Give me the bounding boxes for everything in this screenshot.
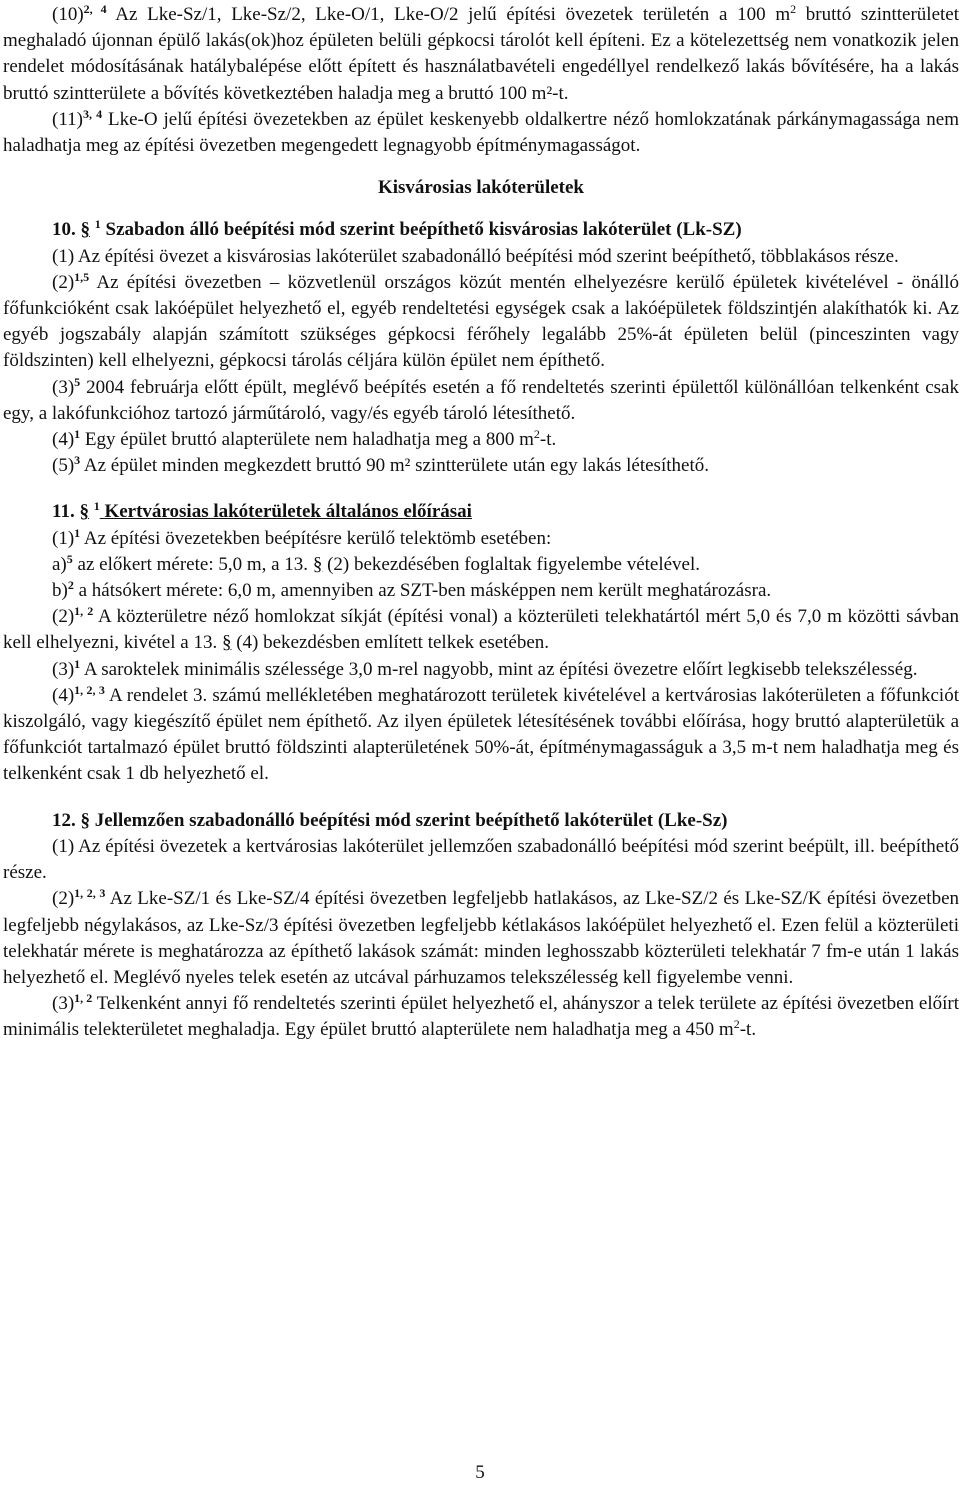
page-number: 5	[475, 1462, 485, 1483]
s11-paragraph-3	[3, 657, 959, 683]
para-lead: (10)	[52, 4, 84, 25]
para-text: Telkenként annyi fő rendeltetés szerinti épület helyezhető el, ahányszor a telek területe az építési övezetben előírt minimális telekterületet meghaladja. Egy épület bruttó alapterülete nem haladhatja meg a 450 m	[3, 993, 959, 1041]
s11-paragraph-2	[3, 604, 959, 656]
s10-paragraph-5	[3, 453, 959, 479]
footnote-ref: 1	[74, 525, 81, 540]
para-text: Az építési övezetben – közvetlenül országos közút mentén elhelyezésre kerülő épületek kivételével - önálló főfunkcióként csak lakóépület helyezhető el, egyéb rendeltetési egységek csak a lakóépületek földszintjén alakíthatók ki. Az egyéb jogszabály alapján számított szükséges gépkocsi férőhely legalább 25%-át épületen belül (pinceszinten vagy földszinten) kell elhelyezni, gépkocsi tárolás céljára külön épület nem építhető.	[3, 271, 959, 372]
section-number: 11.	[52, 501, 75, 523]
para-text: Az Lke-Sz/1, Lke-Sz/2, Lke-O/1, Lke-O/2 jelű építési övezetek területén a 100 m	[106, 4, 791, 25]
para-text: bruttó szintterületet meghaladó újonnan épülő lakás(ok)hoz épületen belüli gépkocsi tárolót kell építeni. Ez a kötelezettség nem vonatkozik jelen rendelet módosításának hatálybalépése előtt épített és használatbavételi engedéllyel rendelkező lakás bővítésére, ha a lakás bruttó szintterülete a bővítés következtében haladja meg a bruttó 100 m²-t.	[3, 4, 960, 104]
para-lead: (11)	[52, 108, 83, 130]
footnote-ref: 1, 2	[74, 991, 93, 1006]
s12-paragraph-3	[3, 991, 959, 1043]
footnote-ref: 1,5	[74, 269, 90, 284]
s11-paragraph-1	[3, 526, 959, 552]
para-text: az előkert mérete: 5,0 m, a 13.	[72, 553, 313, 575]
para-lead: (5)	[52, 455, 75, 477]
section-title-text: Jellemzően szabadonálló beépítési mód szerint beépíthető lakóterület (Lke-Sz)	[90, 809, 728, 831]
s10-paragraph-2	[3, 270, 959, 375]
para-text: Egy épület bruttó alapterülete nem haladhatja meg a 800 m	[80, 429, 534, 451]
para-text: Az építési övezetekben beépítésre kerülő telektömb esetében:	[80, 527, 552, 549]
section-title-text: Szabadon álló beépítési mód szerint beépíthető kisvárosias lakóterület (Lk-SZ)	[100, 219, 742, 241]
section-heading: Kisvárosias lakóterületek	[377, 177, 584, 199]
section-10-title	[3, 217, 959, 243]
footnote-ref: 1, 2	[74, 604, 94, 619]
footnote-ref: 1, 2, 3	[74, 886, 106, 901]
para-text: A rendelet 3. számú mellékletében meghatározott területek kivételével a kertvárosias lakóterületen a főfunkciót kiszolgáló, vagy kiegészítő épület nem építhető. Az ilyen épületek létesítésének további előírása, hogy bruttó alapterületük a főfunkciót tartalmazó épület bruttó földszinti alapterületének 50%-át, építménymagasságuk a 3,5 m-t nem haladhatja meg és telkenként csak 1 db helyezhető el.	[3, 684, 959, 785]
footnote-ref: 1	[93, 499, 100, 514]
para-lead: (1)	[52, 527, 75, 549]
s11-item-a	[3, 552, 959, 578]
section-sign: §	[312, 553, 323, 575]
s11-paragraph-4	[3, 683, 959, 788]
paragraph-11	[3, 107, 959, 159]
s11-item-b	[3, 578, 959, 604]
para-lead: (2)	[52, 271, 75, 293]
para-lead: (4)	[52, 429, 75, 451]
footnote-ref: 1	[74, 427, 81, 442]
para-text: -t.	[539, 429, 557, 451]
footnote-ref: 1, 2, 3	[74, 682, 105, 697]
para-lead: (4)	[52, 684, 75, 706]
footnote-ref: 3, 4	[82, 106, 103, 121]
s10-paragraph-1: (1) Az építési övezet a kisvárosias lakóterület szabadonálló beépítési mód szerint beépíthető, többlakásos része.	[52, 245, 899, 267]
superscript: 2	[533, 427, 540, 442]
para-text: Lke-O jelű építési övezetekben az épület keskenyebb oldalkertre néző homlokzatának párkánymagassága nem haladhatja meg az építési övezetben megengedett legnagyobb építménymagasságot.	[3, 108, 959, 157]
s10-paragraph-3	[3, 375, 959, 427]
superscript: 2	[733, 1017, 740, 1032]
para-text: (2) bekezdésében foglaltak figyelembe vételével.	[322, 553, 701, 575]
para-text: -t.	[739, 1019, 757, 1041]
section-title-text: Kertvárosias lakóterületek általános előírásai	[99, 501, 472, 523]
para-lead: (3)	[52, 993, 75, 1015]
section-sign: §	[80, 809, 90, 831]
para-text: 2004 februárja előtt épült, meglévő beépítés esetén a fő rendeltetés szerinti épülettől különállóan telkenként csak egy, a lakófunkcióhoz tartozó járműtároló, vagy/és egyéb tároló létesíthető.	[3, 376, 959, 424]
paragraph-10	[3, 2, 959, 107]
para-lead: a)	[52, 553, 67, 575]
s10-paragraph-4	[3, 427, 959, 453]
section-sign: §	[221, 632, 232, 654]
s12-paragraph-2	[3, 886, 959, 991]
para-text: Az épület minden megkezdett bruttó 90 m² szintterülete után egy lakás létesíthető.	[80, 455, 709, 477]
para-lead: (3)	[52, 376, 75, 398]
footnote-ref: 3	[74, 453, 81, 468]
para-lead: (2)	[52, 606, 75, 628]
para-lead: (2)	[52, 888, 75, 910]
para-text: (4) bekezdésben említett telkek esetében.	[231, 632, 550, 654]
section-11-title	[3, 499, 959, 525]
para-lead: b)	[52, 580, 68, 602]
para-text: Az Lke-SZ/1 és Lke-SZ/4 építési övezetben legfeljebb hatlakásos, az Lke-SZ/2 és Lke-SZ/K építési övezetben legfeljebb négylakásos, az Lke-Sz/3 építési övezetben legfeljebb kétlakásos lakóépület helyezhető el. Ezen felül a közterületi telekhatár mérete is meghatározza az építhető lakások számát: minden leghosszabb közterületi telekhatár 7 fm-e után 1 lakás helyezhető el. Meglévő nyeles telek esetén az utcával párhuzamos telekszélesség kell figyelembe venni.	[3, 888, 960, 988]
section-number: 10.	[52, 219, 76, 241]
footnote-ref: 2	[67, 578, 74, 593]
section-12-title	[3, 808, 959, 834]
para-lead: (3)	[52, 658, 75, 680]
footnote-ref: 5	[66, 551, 73, 566]
para-text: A közterületre néző homlokzat síkját (építési vonal) a közterületi telekhatártól mért 5,0 és 7,0 m közötti sávban kell elhelyezni, kivétel a 13.	[3, 606, 960, 654]
para-text: a hátsókert mérete: 6,0 m, amennyiben az SZT-ben másképpen nem került meghatározásra.	[73, 580, 772, 602]
section-sign: §	[80, 219, 90, 241]
footnote-ref: 1	[94, 217, 101, 232]
section-sign: §	[79, 501, 89, 523]
superscript: 2	[790, 2, 797, 16]
footnote-ref: 1	[74, 656, 81, 671]
para-text: A saroktelek minimális szélessége 3,0 m-rel nagyobb, mint az építési övezetre előírt legkisebb telekszélesség.	[80, 658, 918, 680]
footnote-ref: 5	[74, 374, 81, 389]
document-page	[3, 0, 959, 1044]
footnote-ref: 2, 4	[83, 2, 107, 16]
s12-paragraph-1: (1) Az építési övezetek a kertvárosias lakóterület jellemzően szabadonálló beépítési mód szerint beépült, ill. beépíthető része.	[3, 835, 959, 884]
section-number: 12.	[52, 809, 76, 831]
